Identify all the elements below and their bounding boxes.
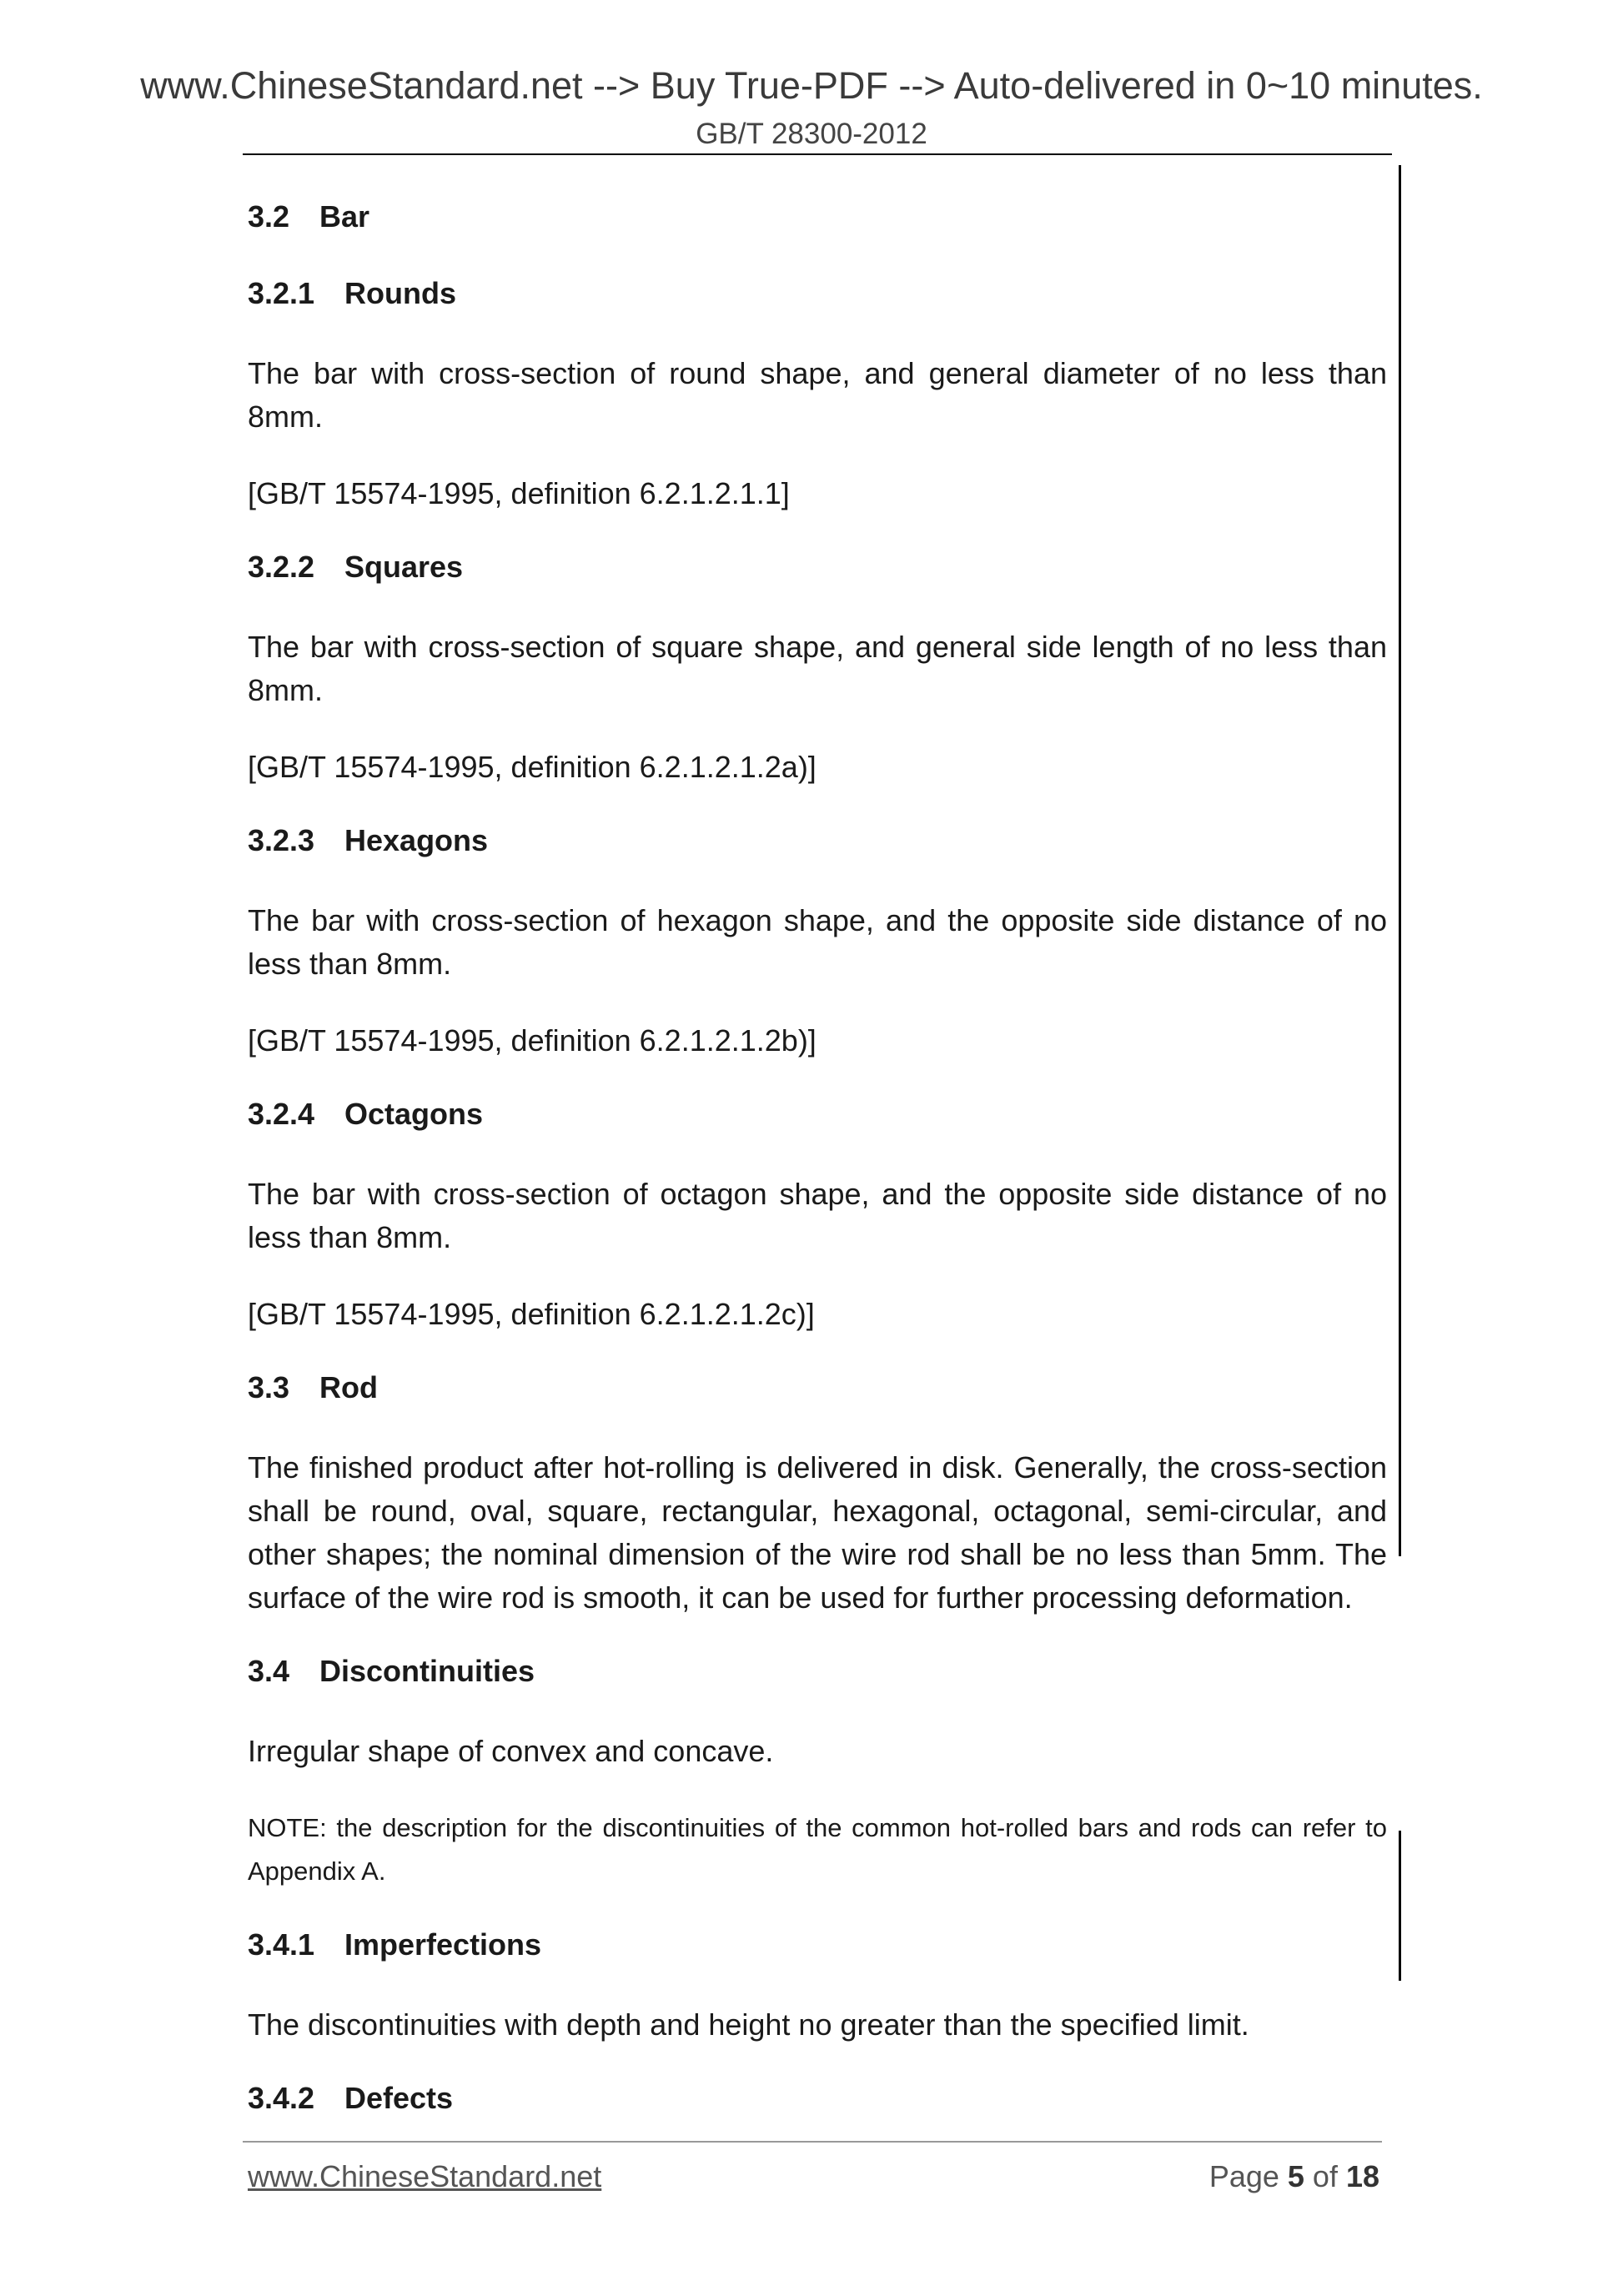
page-current: 5	[1287, 2159, 1304, 2193]
section-heading-3-2-4	[248, 1096, 1387, 1133]
section-title: Octagons	[344, 1097, 484, 1131]
section-heading-3-4-2	[248, 2080, 1387, 2117]
section-heading-3-2-2	[248, 549, 1387, 585]
footer-site-link[interactable]: www.ChineseStandard.net	[248, 2159, 602, 2193]
note-text: NOTE: the description for the discontinuities of the common hot-rolled bars and rods can refer to Appendix A.	[248, 1813, 1387, 1886]
section-number: 3.4	[248, 1654, 290, 1688]
section-title: Hexagons	[344, 823, 489, 857]
footer-divider	[243, 2141, 1382, 2143]
section-title: Squares	[344, 550, 464, 584]
revision-bar	[1399, 1831, 1401, 1981]
section-title: Imperfections	[344, 1927, 542, 1962]
paragraph: The bar with cross-section of round shape, and general diameter of no less than 8mm.	[248, 356, 1387, 434]
page-prefix: Page	[1208, 2159, 1288, 2193]
paragraph: The bar with cross-section of octagon shape, and the opposite side distance of no less than 8mm.	[248, 1177, 1387, 1254]
section-number: 3.2.2	[248, 550, 315, 584]
paragraph: [GB/T 15574-1995, definition 6.2.1.2.1.2b)]	[248, 1023, 817, 1058]
section-number: 3.2.4	[248, 1097, 315, 1131]
section-title: Discontinuities	[319, 1654, 535, 1688]
section-title: Defects	[344, 2081, 454, 2115]
section-title: Rounds	[344, 276, 456, 310]
section-heading-3-2	[248, 198, 1387, 235]
section-title: Bar	[319, 199, 370, 234]
section-number: 3.2.1	[248, 276, 315, 310]
revision-bar	[1399, 165, 1401, 1556]
paragraph: The bar with cross-section of square shape, and general side length of no less than 8mm.	[248, 630, 1387, 707]
paragraph: [GB/T 15574-1995, definition 6.2.1.2.1.1]	[248, 476, 790, 510]
section-heading-3-4	[248, 1653, 1387, 1690]
section-number: 3.2.3	[248, 823, 315, 857]
section-heading-3-2-1	[248, 275, 1387, 312]
section-number: 3.3	[248, 1370, 290, 1404]
section-heading-3-3	[248, 1369, 1387, 1406]
section-heading-3-2-3	[248, 822, 1387, 859]
section-number: 3.4.1	[248, 1927, 315, 1962]
page-of: of	[1304, 2159, 1346, 2193]
paragraph: The bar with cross-section of hexagon shape, and the opposite side distance of no less than 8mm.	[248, 903, 1387, 981]
standard-code: GB/T 28300-2012	[696, 118, 927, 150]
site-banner: www.ChineseStandard.net --> Buy True-PDF --> Auto-delivered in 0~10 minutes.	[140, 64, 1483, 107]
section-number: 3.4.2	[248, 2081, 315, 2115]
header-divider	[243, 153, 1392, 155]
page-total: 18	[1345, 2159, 1379, 2193]
document-body	[248, 198, 1387, 2157]
paragraph: [GB/T 15574-1995, definition 6.2.1.2.1.2a)]	[248, 750, 817, 784]
section-number: 3.2	[248, 199, 290, 234]
paragraph: [GB/T 15574-1995, definition 6.2.1.2.1.2c)]	[248, 1297, 815, 1331]
paragraph: Irregular shape of convex and concave.	[248, 1734, 774, 1768]
section-heading-3-4-1	[248, 1927, 1387, 1963]
paragraph: The discontinuities with depth and height no greater than the specified limit.	[248, 2007, 1249, 2042]
page-number	[1209, 2158, 1379, 2195]
paragraph: The finished product after hot-rolling is delivered in disk. Generally, the cross-section shall be round, oval, square, rectangular, hexagonal, octagonal, semi-circular, and other shapes; the nominal dimension of the wire rod shall be no less than 5mm. The surface of the wire rod is smooth, it can be used for further processing deformation.	[248, 1450, 1387, 1615]
section-title: Rod	[319, 1370, 378, 1404]
